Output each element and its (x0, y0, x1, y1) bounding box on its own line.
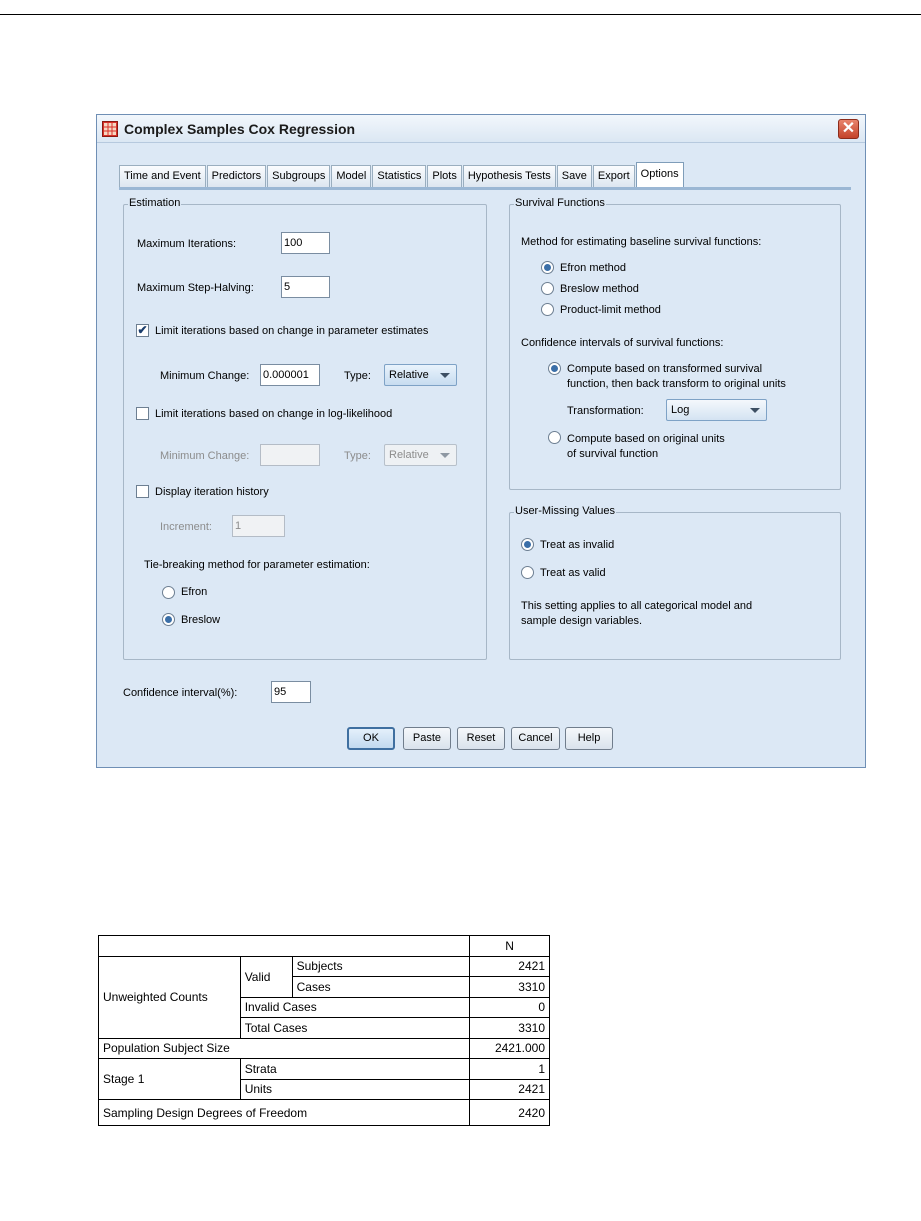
transformation-select-value: Log (671, 404, 690, 416)
table-row (99, 956, 550, 977)
min-change2-label: Minimum Change: (160, 450, 250, 462)
sampling-df-n: 2420 (470, 1100, 550, 1126)
ci-original-line2[interactable]: of survival function (567, 448, 659, 460)
type2-select[interactable] (384, 444, 457, 466)
cancel-button[interactable]: Cancel (511, 727, 560, 750)
product-limit-label[interactable]: Product-limit method (560, 304, 661, 316)
title-bar[interactable] (97, 115, 865, 143)
tab-export[interactable]: Export (593, 165, 635, 187)
method-label: Method for estimating baseline survival functions: (521, 236, 762, 248)
tab-options[interactable]: Options (636, 162, 684, 187)
confidence-interval-input[interactable] (271, 681, 311, 703)
cox-regression-dialog (96, 114, 866, 768)
type-label: Type: (344, 370, 371, 382)
table-header-row (99, 936, 550, 957)
breslow-method-label[interactable]: Breslow method (560, 283, 639, 295)
population-subject-size-cell: Population Subject Size (99, 1038, 470, 1059)
units-cell: Units (240, 1079, 469, 1100)
tab-predictors[interactable]: Predictors (207, 165, 267, 187)
table-row (99, 1059, 550, 1080)
limit-loglik-checkbox[interactable] (136, 407, 149, 420)
total-cases-n: 3310 (470, 1018, 550, 1039)
max-step-halving-input[interactable] (281, 276, 330, 298)
survival-legend: Survival Functions (515, 197, 605, 209)
max-iterations-input[interactable] (281, 232, 330, 254)
sampling-df-cell: Sampling Design Degrees of Freedom (99, 1100, 470, 1126)
limit-param-label[interactable]: Limit iterations based on change in parameter estimates (155, 325, 429, 337)
transformation-label: Transformation: (567, 405, 644, 417)
transformation-select[interactable] (666, 399, 767, 421)
user-missing-legend: User-Missing Values (515, 505, 616, 517)
paste-button[interactable]: Paste (403, 727, 451, 750)
tab-model[interactable]: Model (331, 165, 371, 187)
close-icon: ✕ (841, 120, 856, 137)
ci-transformed-line2[interactable]: function, then back transform to original units (567, 378, 786, 390)
help-button[interactable]: Help (565, 727, 613, 750)
invalid-cases-cell: Invalid Cases (240, 997, 469, 1018)
tab-save[interactable]: Save (557, 165, 592, 187)
options-panel (119, 190, 851, 761)
table-row (99, 1038, 550, 1059)
tie-breslow-label[interactable]: Breslow (181, 614, 221, 626)
treat-invalid-label[interactable]: Treat as invalid (540, 539, 615, 551)
limit-param-checkbox[interactable]: ✔ (137, 323, 148, 337)
display-history-checkbox[interactable] (136, 485, 149, 498)
estimation-legend: Estimation (129, 197, 181, 209)
tab-plots[interactable]: Plots (427, 165, 461, 187)
sample-design-summary-table (98, 935, 550, 1126)
tab-hypothesis-tests[interactable]: Hypothesis Tests (463, 165, 556, 187)
tie-efron-radio[interactable] (162, 586, 175, 599)
tie-efron-label[interactable]: Efron (181, 586, 208, 598)
chevron-down-icon (440, 453, 450, 458)
strata-cell: Strata (240, 1059, 469, 1080)
min-change-input[interactable] (260, 364, 320, 386)
ci-transformed-line1[interactable]: Compute based on transformed survival (567, 363, 763, 375)
type-select[interactable] (384, 364, 457, 386)
type2-label: Type: (344, 450, 371, 462)
ci-transformed-radio[interactable] (548, 362, 561, 375)
user-missing-group (509, 505, 841, 660)
subjects-cell: Subjects (292, 956, 469, 977)
valid-cell: Valid (240, 956, 292, 997)
treat-valid-radio[interactable] (521, 566, 534, 579)
tab-time-and-event[interactable]: Time and Event (119, 165, 206, 187)
user-missing-note-line1: This setting applies to all categorical model and (521, 600, 753, 612)
confidence-interval-label: Confidence interval(%): (123, 687, 238, 699)
efron-method-radio[interactable] (541, 261, 554, 274)
total-cases-cell: Total Cases (240, 1018, 469, 1039)
dialog-body (103, 149, 859, 761)
type2-select-value: Relative (389, 449, 429, 461)
subjects-n: 2421 (470, 956, 550, 977)
cases-n: 3310 (470, 977, 550, 998)
table-row (99, 1100, 550, 1126)
cases-cell: Cases (292, 977, 469, 998)
dialog-title: Complex Samples Cox Regression (124, 121, 356, 137)
table-corner-cell (99, 936, 470, 957)
tie-breslow-radio[interactable] (162, 613, 175, 626)
table-app-icon (102, 121, 118, 137)
type-select-value: Relative (389, 369, 429, 381)
increment-input[interactable] (232, 515, 285, 537)
tab-strip (119, 163, 685, 187)
invalid-cases-n: 0 (470, 997, 550, 1018)
chevron-down-icon (440, 373, 450, 378)
units-n: 2421 (470, 1079, 550, 1100)
n-header: N (470, 936, 550, 957)
efron-method-label[interactable]: Efron method (560, 262, 627, 274)
min-change-label: Minimum Change: (160, 370, 250, 382)
population-subject-size-n: 2421.000 (470, 1038, 550, 1059)
tab-statistics[interactable]: Statistics (372, 165, 426, 187)
display-history-label[interactable]: Display iteration history (155, 486, 269, 498)
ok-button[interactable]: OK (347, 727, 395, 750)
treat-invalid-radio[interactable] (521, 538, 534, 551)
estimation-group (123, 197, 487, 660)
breslow-method-radio[interactable] (541, 282, 554, 295)
chevron-down-icon (750, 408, 760, 413)
reset-button[interactable]: Reset (457, 727, 505, 750)
stage1-cell: Stage 1 (99, 1059, 241, 1100)
ci-original-line1[interactable]: Compute based on original units (567, 433, 725, 445)
top-rule (0, 14, 921, 15)
min-change2-input[interactable] (260, 444, 320, 466)
ci-label: Confidence intervals of survival functions: (521, 337, 724, 349)
max-iterations-label: Maximum Iterations: (137, 238, 237, 250)
tab-subgroups[interactable]: Subgroups (267, 165, 330, 187)
treat-valid-label[interactable]: Treat as valid (540, 567, 606, 579)
survival-functions-group (509, 197, 841, 490)
strata-n: 1 (470, 1059, 550, 1080)
user-missing-note-line2: sample design variables. (521, 615, 643, 627)
increment-label: Increment: (160, 521, 212, 533)
limit-loglik-label[interactable]: Limit iterations based on change in log-likelihood (155, 408, 393, 420)
product-limit-radio[interactable] (541, 303, 554, 316)
close-button[interactable] (838, 119, 859, 139)
ci-original-radio[interactable] (548, 431, 561, 444)
max-step-halving-label: Maximum Step-Halving: (137, 282, 254, 294)
unweighted-counts-cell: Unweighted Counts (99, 956, 241, 1038)
tie-breaking-label: Tie-breaking method for parameter estimation: (144, 559, 370, 571)
